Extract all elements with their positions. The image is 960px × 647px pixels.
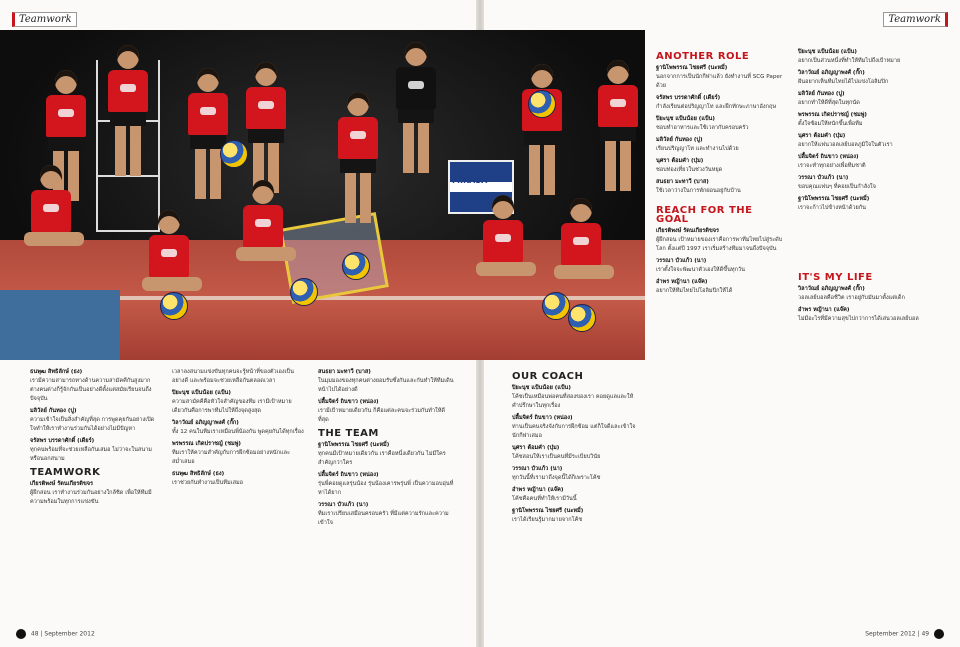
player-figure [230,180,296,261]
player-figure [522,64,562,195]
paragraph: จรัสพร บรรดาศักดิ์ (เดียร์) ทุกคนพร้อมที่จะช่วยเหลือกันเสมอ ไม่ว่าจะในสนามหรือนอกสนาม [30,438,152,462]
volleyball [528,90,556,118]
player-figure [470,195,536,276]
page-number-right: 49 [921,630,930,638]
paragraph: ปลื้มจิตร์ ถินขาว (หน่อง) ท่านเป็นคนจริงจังกับการฝึกซ้อม แต่ก็ใจดีและเข้าใจนักกีฬาเสมอ [512,415,636,439]
teamwork-heading: TEAMWORK [30,467,101,478]
coach-figure [396,42,436,173]
section-tag-right: Teamwork [883,12,948,27]
volleyball [160,292,188,320]
text-column-4 [512,368,636,528]
paragraph: มลิวัลย์ กันทอง (ปู) ความเข้าใจเป็นสิ่งสำคัญที่สุด การพูดคุยกันอย่างเปิดใจทำให้เราทำงานร่วมกันได้อย่างไม่มีปัญหา [30,408,155,432]
footer-right: September 2012 | 49 [865,629,944,639]
text-column-1 [30,368,160,510]
reach-for-the-goal-heading: REACH FOR THE GOAL [656,205,753,225]
issue-date-right: September 2012 [865,630,916,638]
text-column-6 [798,48,928,327]
paragraph: มลิวัลย์ กันทอง (ปู) เรียนปริญญาโท และทำงานไปด้วย [656,137,739,152]
paragraph: วิลาวัณย์ อภิญญาพงศ์ (กั๊ก) ทั้ง 12 คนในทีมเราเหมือนพี่น้องกัน พูดคุยกันได้ทุกเรื่อง [172,420,304,435]
paragraph: มลิวัลย์ กันทอง (ปู) อยากทำให้ดีที่สุดในทุกนัด [798,91,860,106]
paragraph: วรรณา บัวแก้ว (นา) ทุกวันนี้ที่เรามาถึงจุดนี้ได้ก็เพราะโค้ช [512,466,601,481]
paragraph: อำพร หญ้านา (แจ๊ค) โค้ชคือคนที่ทำให้เรามีวันนี้ [512,487,577,502]
paragraph: ปิยะนุช แป้นน้อย (แป้น) ชอบทำอาหารและใช้เวลากับครอบครัว [656,116,749,131]
paragraph: เกียรติพงษ์ รัตนเกียรติขจร ผู้ฝึกสอน เราทำงานร่วมกันอย่างใกล้ชิด เพื่อให้ทีมมีความพร้อมในทุกการแข่งขัน [30,481,152,505]
paragraph: ฐานิโพพรรณ ไชยศรี (นะหมี่) นอกจากการเป็นนักกีฬาแล้ว ยังทำงานที่ SCG Paper ด้วย [656,65,783,89]
footer-left: 48 | September 2012 [16,629,95,639]
paragraph: นุศรา ต้อมคำ (บุ๋ม) โค้ชสอนให้เราเป็นคนที่มีระเบียบวินัย [512,445,601,460]
paragraph: อำพร หญ้านา (แจ๊ค) อยากให้ทีมไทยไปโอลิมปิกให้ได้ [656,279,733,294]
paragraph: ฐานิโพพรรณ ไชยศรี (นะหมี่) ทุกคนมีเป้าหมายเดียวกัน เราคือหนึ่งเดียวกัน ไม่มีใครสำคัญกว่าใคร [318,442,446,466]
text-column-5 [656,48,786,299]
player-figure [18,165,84,246]
paragraph: วรรณา บัวแก้ว (นา) เราตั้งใจจะพัฒนาตัวเองให้ดีขึ้นทุกวัน [656,258,745,273]
our-coach-heading: OUR COACH [512,371,584,382]
player-figure [598,60,638,191]
player-figure [338,92,378,223]
paragraph: อำพร หญ้านา (แจ๊ค) ไม่มีอะไรที่มีความสุขไปกว่าการได้เล่นวอลเลย์บอล [798,307,919,322]
its-my-life-heading: IT'S MY LIFE [798,272,873,283]
volleyball [220,140,248,168]
paragraph: จรัสพร บรรดาศักดิ์ (เดียร์) กำลังเรียนต่อปริญญาโท และฝึกทักษะภาษาอังกฤษ [656,95,777,110]
player-figure [136,210,202,291]
magazine-logo-icon [934,629,944,639]
volleyball [568,304,596,332]
paragraph: วรรณา บัวแก้ว (นา) ทีมเราเปรียบเสมือนครอบครัว ที่มีแต่ความรักและความเข้าใจ [318,502,449,526]
player-figure [188,68,228,199]
paragraph: สนธยา มะทาวี (บาส) ใช้เวลาว่างในการพักผ่อนอยู่กับบ้าน [656,179,741,194]
magazine-logo-icon [16,629,26,639]
paragraph: สนธยา มะทาวี (บาส) ในมุมมองของทุกคนต่างยอมรับซึ่งกันและกันทำให้ทีมเดินหน้าไปได้อย่างดี [318,369,454,393]
paragraph: วรรณา บัวแก้ว (นา) ขอบคุณแฟนๆ ที่คอยเป็นกำลังใจ [798,175,876,190]
paragraph: วิลาวัณย์ อภิญญาพงศ์ (กั๊ก) วอลเลย์บอลคือชีวิต เราอยู่กับมันมาตั้งแต่เด็ก [798,286,905,301]
the-team-heading: THE TEAM [318,428,379,439]
paragraph: นุศรา ต้อมคำ (บุ๋ม) ชอบท่องเที่ยวในช่วงวันหยุด [656,158,723,173]
paragraph: เกียรติพงษ์ รัตนเกียรติขจร ผู้ฝึกสอน เป้าหมายของเราคือการพาทีมไทยไปสู่ระดับโลก ตั้งแต่ปี 1997 เราเริ่มสร้างทีมมาจนถึงปัจจุบัน [656,228,783,252]
volleyball [290,278,318,306]
mikasa-sign-label: MIKASA [452,176,488,185]
volleyball [542,292,570,320]
volleyball [342,252,370,280]
paragraph: ธนพุฒ สิทธิลักษ์ (ธง) เรามีความสามารถทางด้านความสามัคคีกันสูงมาก ต่างคนต่างก็รู้จักกันเป็นอย่างดีตั้งแต่สมัยเรียนจนถึงปัจจุบัน [30,369,152,402]
paragraph: ฐานิโพพรรณ ไชยศรี (นะหมี่) เราได้เรียนรู้มากมายจากโค้ช [512,508,584,523]
paragraph: พรพรรณ เกิดปราชญ์ (ชมพู่) ตั้งใจซ้อมให้หนักขึ้นเพื่อทีม [798,112,867,127]
text-column-2 [172,368,306,491]
paragraph: พรพรรณ เกิดปราชญ์ (ชมพู่) ทีมเราให้ความสำคัญกับการฝึกซ้อมอย่างหนักและสม่ำเสมอ [172,441,291,465]
paragraph: ปิยะนุช แป้นน้อย (แป้น) อยากเป็นส่วนหนึ่งที่ทำให้ทีมไปถึงเป้าหมาย [798,49,901,64]
paragraph: ปลื้มจิตร์ ถินขาว (หน่อง) เราจะทำทุกอย่างเพื่อทีมชาติ [798,154,866,169]
team-photo [0,30,645,360]
court-blue-area [0,290,120,360]
player-figure [246,62,286,193]
paragraph: นุศรา ต้อมคำ (บุ๋ม) อยากให้แฟนวอลเลย์บอลภูมิใจในตัวเรา [798,133,893,148]
paragraph: วิลาวัณย์ อภิญญาพงศ์ (กั๊ก) ฝันอยากเห็นทีมไทยได้ไปแข่งโอลิมปิก [798,70,889,85]
paragraph: ปิยะนุช แป้นน้อย (แป้น) ความสามัคคีคือหัวใจสำคัญของทีม เรามีเป้าหมายเดียวกันคือการพาทีมไปให้ถึงจุดสูงสุด [172,390,292,414]
player-figure [548,198,614,279]
paragraph: ธนพุฒ สิทธิลักษ์ (ธง) เราช่วยกันทำงานเป็นทีมเสมอ [172,471,244,486]
text-column-3 [318,368,454,531]
paragraph: ปลื้มจิตร์ ถินขาว (หน่อง) รุ่นพี่คอยดูแลรุ่นน้อง รุ่นน้องเคารพรุ่นพี่ เป็นความอบอุ่นที่หาได้ยาก [318,472,454,496]
paragraph: ปิยะนุช แป้นน้อย (แป้น) โค้ชเป็นเหมือนพ่อคนที่สองของเรา คอยดูแลและให้คำปรึกษาในทุกเรื่อง [512,385,634,409]
paragraph: ฐานิโพพรรณ ไชยศรี (นะหมี่) เราจะก้าวไปข้างหน้าด้วยกัน [798,196,870,211]
section-tag-left: Teamwork [12,12,77,27]
paragraph: ปลื้มจิตร์ ถินขาว (หน่อง) เรามีเป้าหมายเดียวกัน ก็คือแต่ละคนจะร่วมกันทำให้ดีที่สุด [318,399,446,423]
issue-date-left: September 2012 [44,630,95,638]
paragraph: เวลาลงสนามแข่งขันทุกคนจะรู้หน้าที่ของตัวเองเป็นอย่างดี และพร้อมจะช่วยเหลือกันตลอดเวลา [172,369,294,384]
page-number-left: 48 [30,630,39,638]
another-role-heading: ANOTHER ROLE [656,51,750,62]
player-figure [108,45,148,176]
